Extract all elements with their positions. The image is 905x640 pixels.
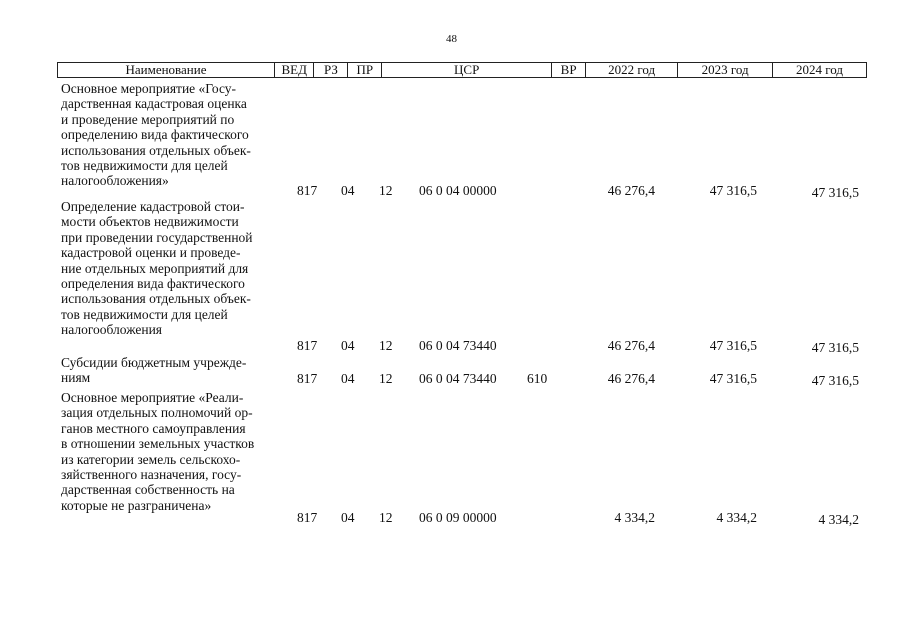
row-2022: 46 276,4 [607, 338, 655, 353]
row-ved: 817 [297, 371, 318, 386]
row-csr: 06 0 04 73440 [419, 338, 497, 353]
header-2022: 2022 год [586, 63, 678, 77]
row-2024: 4 334,2 [818, 512, 859, 527]
row-csr: 06 0 04 73440 [419, 371, 497, 386]
header-csr: ЦСР [382, 63, 552, 77]
row-rz: 04 [341, 183, 355, 198]
row-2023: 47 316,5 [709, 371, 757, 386]
header-name: Наименование [58, 63, 275, 77]
row-2024: 47 316,5 [811, 373, 859, 388]
row-2024: 47 316,5 [811, 340, 859, 355]
row-ved: 817 [297, 338, 318, 353]
header-2023: 2023 год [678, 63, 773, 77]
row-csr: 06 0 04 00000 [419, 183, 497, 198]
row-2023: 4 334,2 [716, 510, 757, 525]
row-rz: 04 [341, 371, 355, 386]
header-ved: ВЕД [275, 63, 315, 77]
row-name: Основное мероприятие «Реали- зация отдельных полномочий ор- ганов местного самоуправления в отношении земельных участков из категории земель сельскохо- зяйственного назначения, госу- дарственная собственность на которые не разграничена» [61, 390, 255, 513]
row-name: Субсидии бюджетным учрежде- ниям [61, 355, 247, 386]
header-2024: 2024 год [796, 62, 843, 77]
header-pr: ПР [348, 63, 382, 77]
row-pr: 12 [379, 338, 393, 353]
table-header [57, 62, 867, 78]
row-ved: 817 [297, 183, 318, 198]
row-2022: 46 276,4 [607, 371, 655, 386]
row-2022: 4 334,2 [614, 510, 655, 525]
page-number: 48 [446, 33, 457, 45]
row-rz: 04 [341, 338, 355, 353]
row-csr: 06 0 09 00000 [419, 510, 497, 525]
row-pr: 12 [379, 371, 393, 386]
row-2024: 47 316,5 [811, 185, 859, 200]
row-2022: 46 276,4 [607, 183, 655, 198]
row-2023: 47 316,5 [709, 183, 757, 198]
header-vr: ВР [552, 63, 586, 77]
row-name: Определение кадастровой стои- мости объектов недвижимости при проведении государственной кадастровой оценки и проведе- ние отдельных мероприятий для определения вида фактического использования отдельных объек- тов недвижимости для целей налогообложения [61, 199, 253, 338]
row-rz: 04 [341, 510, 355, 525]
row-vr: 610 [527, 371, 548, 386]
row-2023: 47 316,5 [709, 338, 757, 353]
row-name: Основное мероприятие «Госу- дарственная кадастровая оценка и проведение мероприятий по определению вида фактического использования отдельных объек- тов недвижимости для целей налогообложения» [61, 81, 251, 189]
header-rz: РЗ [314, 63, 348, 77]
row-pr: 12 [379, 183, 393, 198]
row-pr: 12 [379, 510, 393, 525]
row-ved: 817 [297, 510, 318, 525]
